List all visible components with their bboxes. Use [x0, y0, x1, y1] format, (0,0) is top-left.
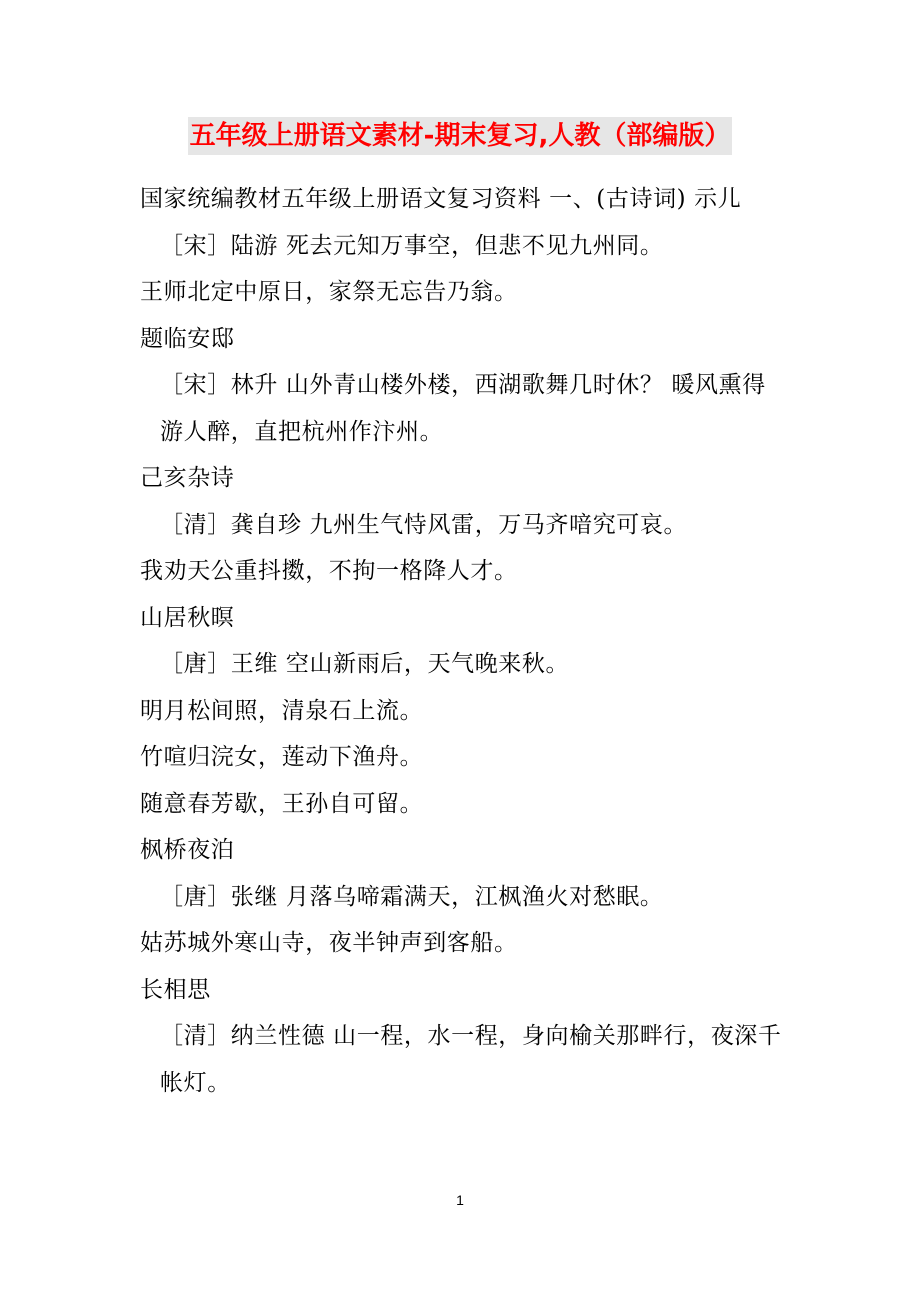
poem-line: ［清］龚自珍 九州生气恃风雷，万马齐喑究可哀。 — [160, 511, 688, 538]
page-number: 1 — [456, 1192, 464, 1208]
document-title-bar — [0, 117, 920, 157]
document-body — [140, 176, 782, 1106]
poem-line: ［唐］张继 月落乌啼霜满天，江枫渔火对愁眠。 — [160, 883, 664, 910]
poem-line: 我劝天公重抖擞，不拘一格降人才。 — [140, 558, 518, 584]
poem-line: ［清］纳兰性德 山一程，水一程，身向榆关那畔行，夜深千帐灯。 — [160, 1023, 782, 1096]
poem-title: 枫桥夜泊 — [140, 837, 235, 863]
poem-line: ［宋］陆游 死去元知万事空，但悲不见九州同。 — [160, 232, 664, 259]
poem-line: 姑苏城外寒山寺，夜半钟声到客船。 — [140, 930, 518, 956]
intro-line: 国家统编教材五年级上册语文复习资料 一、(古诗词) 示儿 — [140, 186, 742, 212]
poem-line: 王师北定中原日，家祭无忘告乃翁。 — [140, 279, 518, 305]
poem-line: ［唐］王维 空山新雨后，天气晚来秋。 — [160, 651, 570, 677]
poem-title: 题临安邸 — [140, 325, 235, 352]
poem-line: 竹喧归浣女，莲动下渔舟。 — [140, 744, 424, 770]
document-title: 五年级上册语文素材-期末复习,人教（部编版） — [188, 117, 733, 155]
poem-line: 随意春芳歇，王孙自可留。 — [140, 790, 424, 817]
poem-line: 明月松间照，清泉石上流。 — [140, 697, 424, 724]
poem-title: 己亥杂诗 — [140, 465, 235, 491]
poem-line: ［宋］林升 山外青山楼外楼，西湖歌舞几时休？ 暖风熏得游人醉，直把杭州作汴州。 — [160, 372, 766, 445]
poem-title: 长相思 — [140, 976, 211, 1003]
poem-title: 山居秋暝 — [140, 604, 235, 631]
